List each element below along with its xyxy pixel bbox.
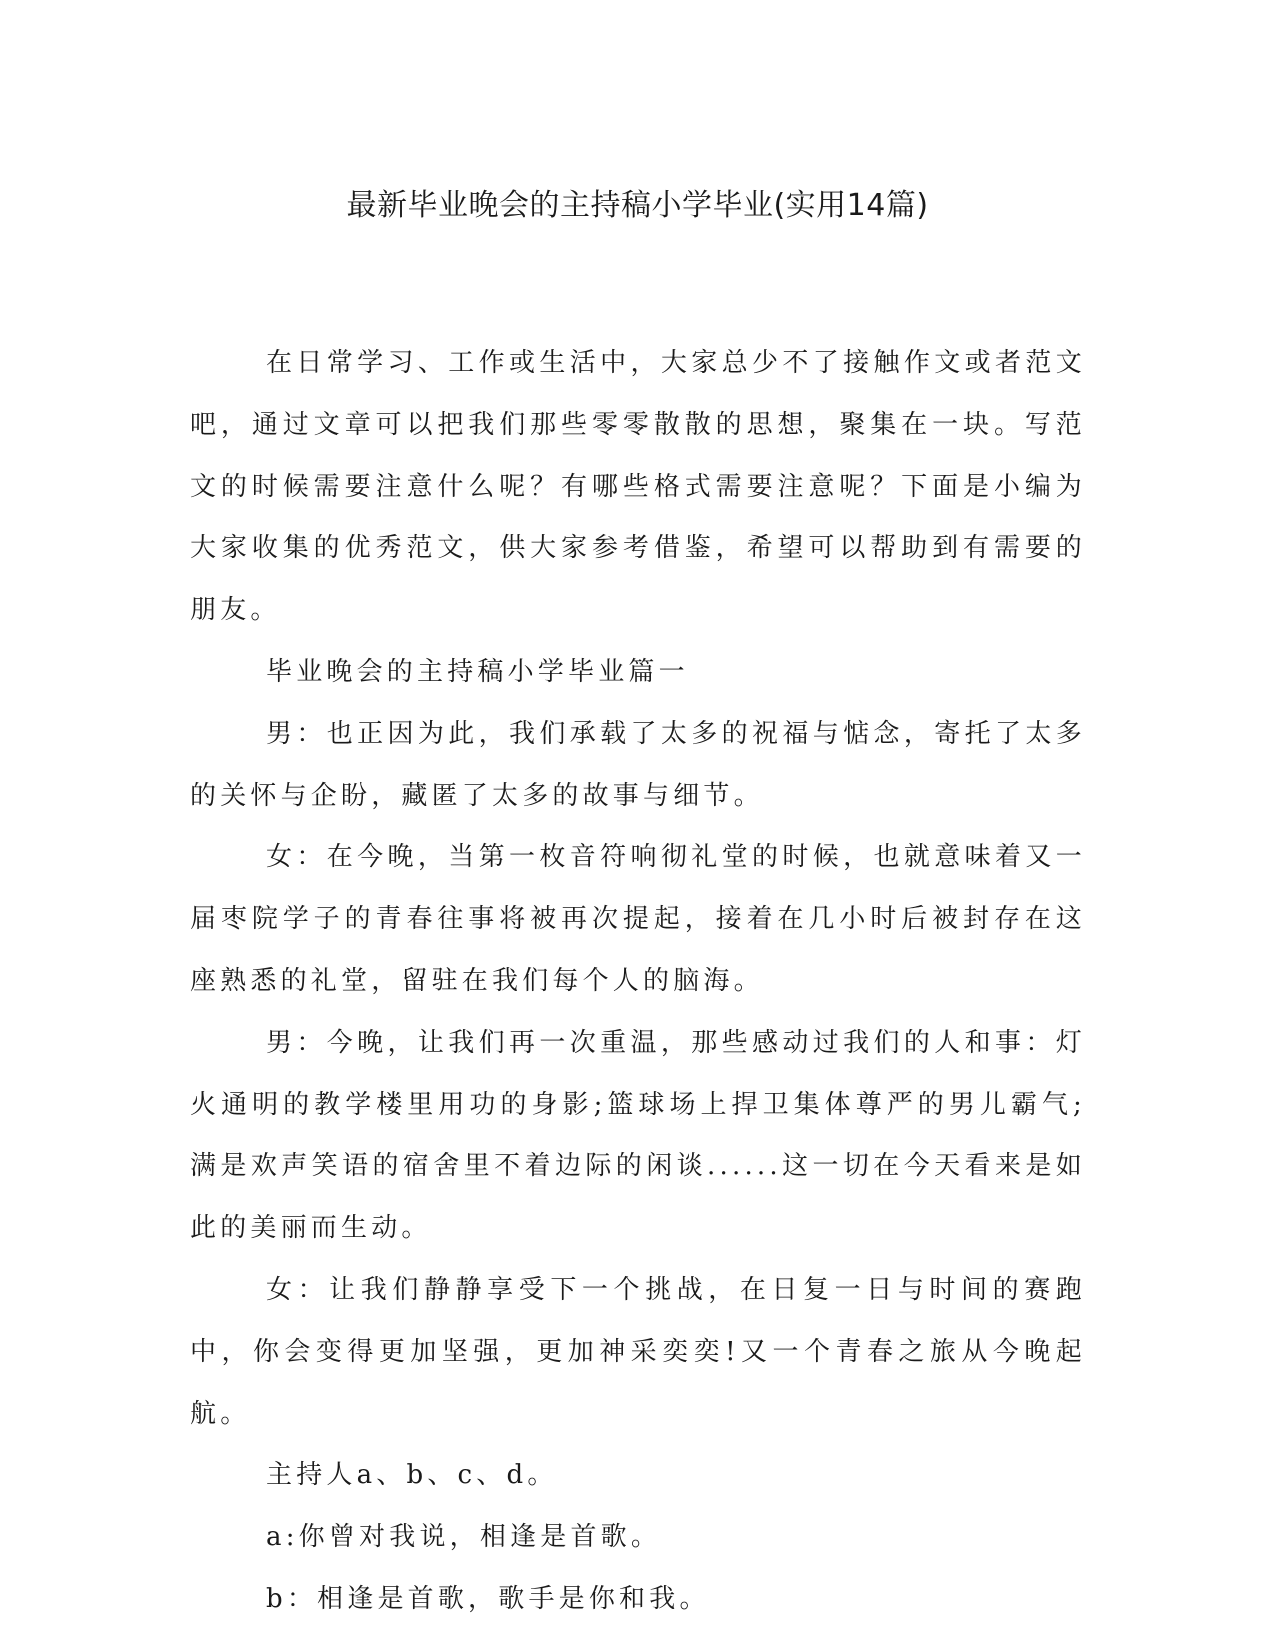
document-title: 最新毕业晚会的主持稿小学毕业(实用14篇) [346, 188, 929, 223]
paragraph-male-1: 男：也正因为此，我们承载了太多的祝福与惦念，寄托了太多的关怀与企盼，藏匿了太多的故事与细节。 [190, 718, 1086, 811]
paragraph-host-b: b：相逢是首歌，歌手是你和我。 [266, 1583, 710, 1614]
paragraph-female-2: 女：让我们静静享受下一个挑战，在日复一日与时间的赛跑中，你会变得更加坚强，更加神采奕奕!又一个青春之旅从今晚起航。 [190, 1274, 1086, 1429]
paragraph-female-1: 女：在今晚，当第一枚音符响彻礼堂的时候，也就意味着又一届枣院学子的青春往事将被再次提起，接着在几小时后被封存在这座熟悉的礼堂，留驻在我们每个人的脑海。 [190, 842, 1086, 996]
document-body [190, 333, 1086, 1631]
section-heading: 毕业晚会的主持稿小学毕业篇一 [266, 656, 689, 687]
paragraph-host-a: a:你曾对我说，相逢是首歌。 [266, 1522, 662, 1553]
paragraph-hosts: 主持人a、b、c、d。 [266, 1460, 558, 1491]
paragraph-intro: 在日常学习、工作或生活中，大家总少不了接触作文或者范文吧，通过文章可以把我们那些零零散散的思想，聚集在一块。写范文的时候需要注意什么呢？有哪些格式需要注意呢？下面是小编为大家收集的优秀范文，供大家参考借鉴，希望可以帮助到有需要的朋友。 [190, 348, 1086, 626]
paragraph-male-2: 男：今晚，让我们再一次重温，那些感动过我们的人和事：灯火通明的教学楼里用功的身影;篮球场上捍卫集体尊严的男儿霸气;满是欢声笑语的宿舍里不着边际的闲谈......这一切在今天看来是如此的美丽而生动。 [190, 1027, 1086, 1244]
